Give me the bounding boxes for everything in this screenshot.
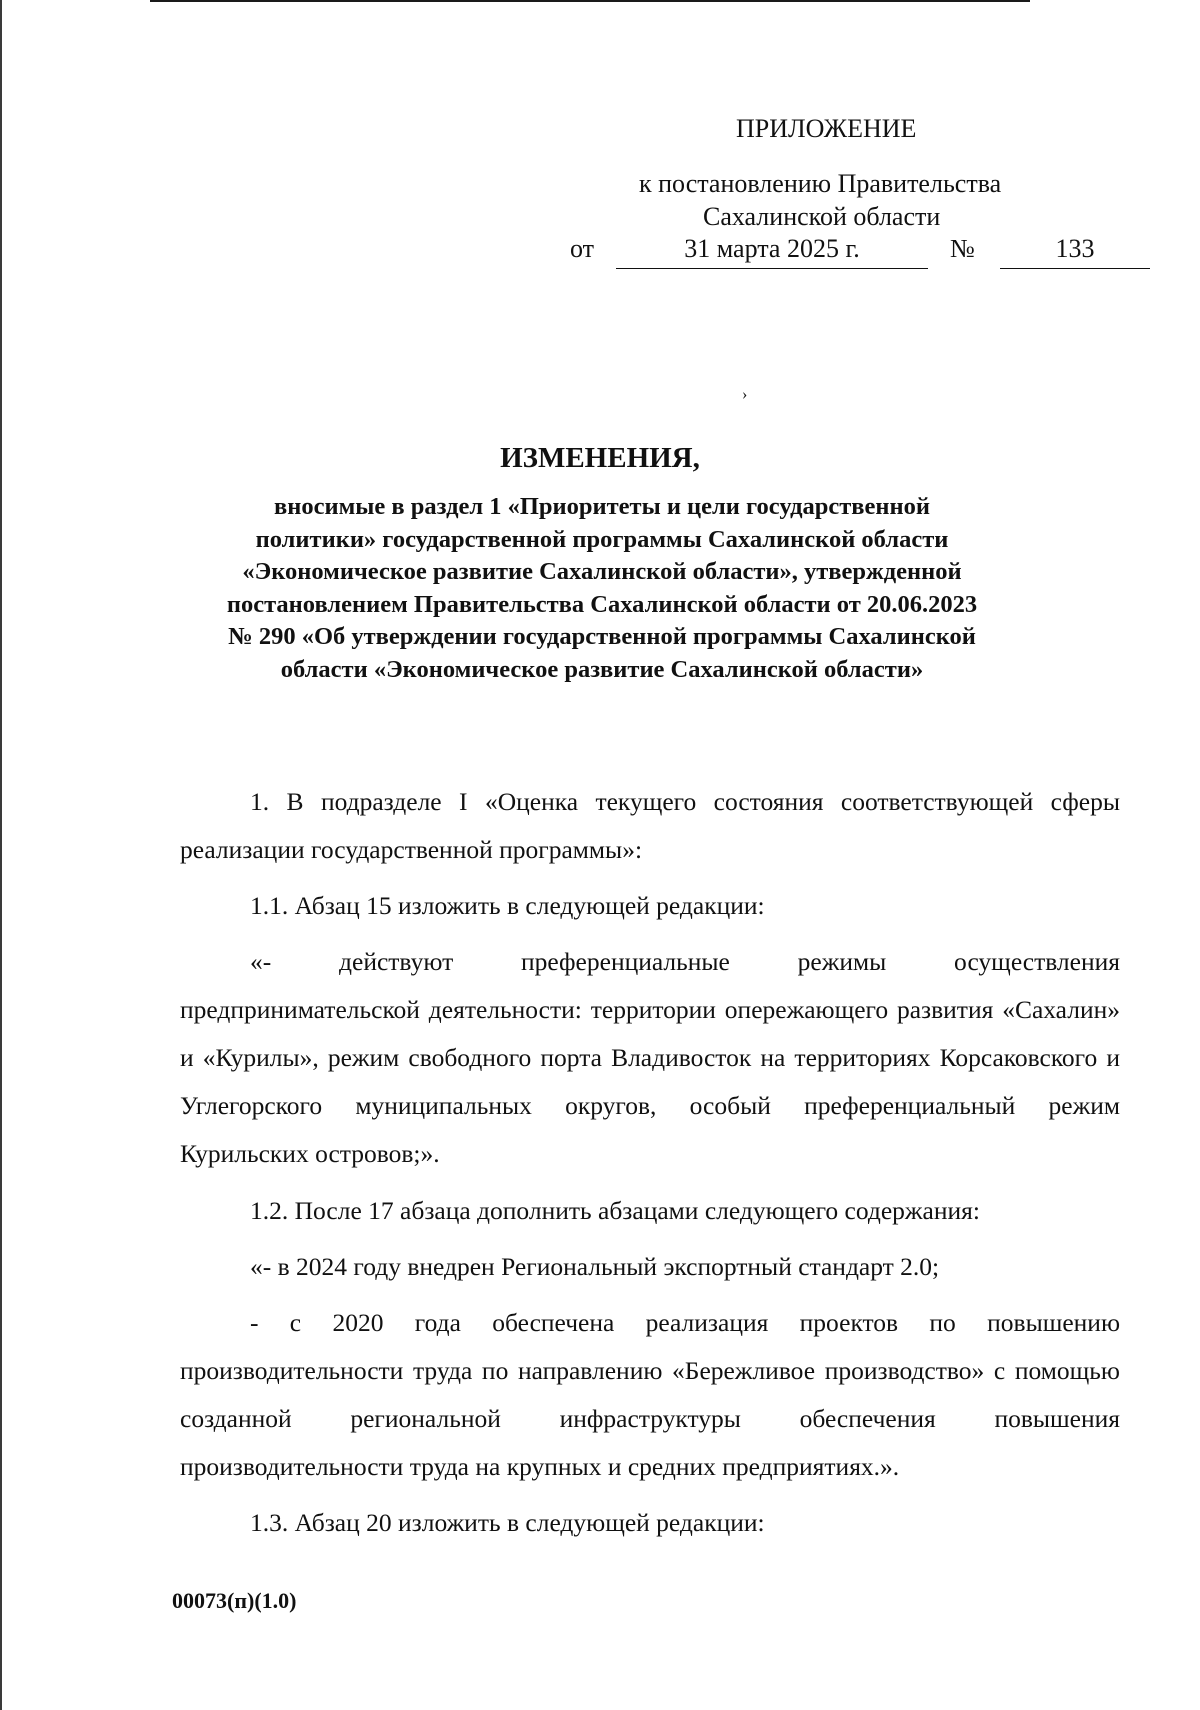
date-prefix: от [570, 234, 595, 263]
subheading-line: области «Экономическое развитие Сахалинской области» [280, 655, 924, 683]
paragraph-item-1: 1. В подразделе I «Оценка текущего состояния соответствующей сферы реализации государственной программы»: [180, 787, 1120, 864]
subheading-line: вносимые в раздел 1 «Приоритеты и цели государственной [274, 493, 930, 520]
subheading-line: № 290 «Об утверждении государственной программы Сахалинской [228, 623, 976, 651]
scan-border-line [150, 0, 1030, 2]
date-field: 31 марта 2025 г. [616, 232, 928, 269]
paragraph-quote-export-standard: «- в 2024 году внедрен Региональный экспортный стандарт 2.0; [250, 1251, 940, 1281]
date-number-row [570, 232, 1130, 272]
document-subheading [170, 491, 1034, 686]
document-body [180, 778, 1120, 1555]
paragraph-item-1-3: 1.3. Абзац 20 изложить в следующей редакции: [250, 1508, 765, 1538]
number-sign: № [950, 234, 975, 263]
attachment-reference-line: к постановлению Правительства [639, 169, 1002, 198]
subheading-line: политики» государственной программы Сахалинской области [255, 525, 949, 553]
paragraph-item-1-1: 1.1. Абзац 15 изложить в следующей редакции: [250, 891, 765, 921]
scan-artifact-mark: › [742, 386, 748, 403]
paragraph-quote-productivity: - с 2020 года обеспечена реализация проектов по повышению производительности труда по направлению «Бережливое производство» с помощью созданной региональной инфраструктуры обеспечения повышения производительности труда на крупных и средних предприятиях.». [180, 1307, 1120, 1481]
footer-form-code: 00073(п)(1.0) [172, 1588, 297, 1613]
paragraph-item-1-2: 1.2. После 17 абзаца дополнить абзацами следующего содержания: [250, 1195, 980, 1225]
scan-left-edge [0, 0, 2, 1710]
document-heading: ИЗМЕНЕНИЯ, [500, 442, 700, 474]
paragraph-quote-preferential-regimes: «- действуют преференциальные режимы осуществления предпринимательской деятельности: территории опережающего развития «Сахалин» и «Курилы», режим свободного порта Владивосток на территориях Корсаковского и Углегорского муниципальных округов, особый преференциальный режим Курильских островов;». [180, 947, 1120, 1169]
attachment-region-line: Сахалинской области [703, 202, 941, 231]
attachment-title: ПРИЛОЖЕНИЕ [736, 114, 917, 143]
subheading-line: «Экономическое развитие Сахалинской области», утвержденной [242, 558, 962, 586]
number-field: 133 [1000, 232, 1150, 269]
subheading-line: постановлением Правительства Сахалинской области от 20.06.2023 [226, 590, 978, 618]
